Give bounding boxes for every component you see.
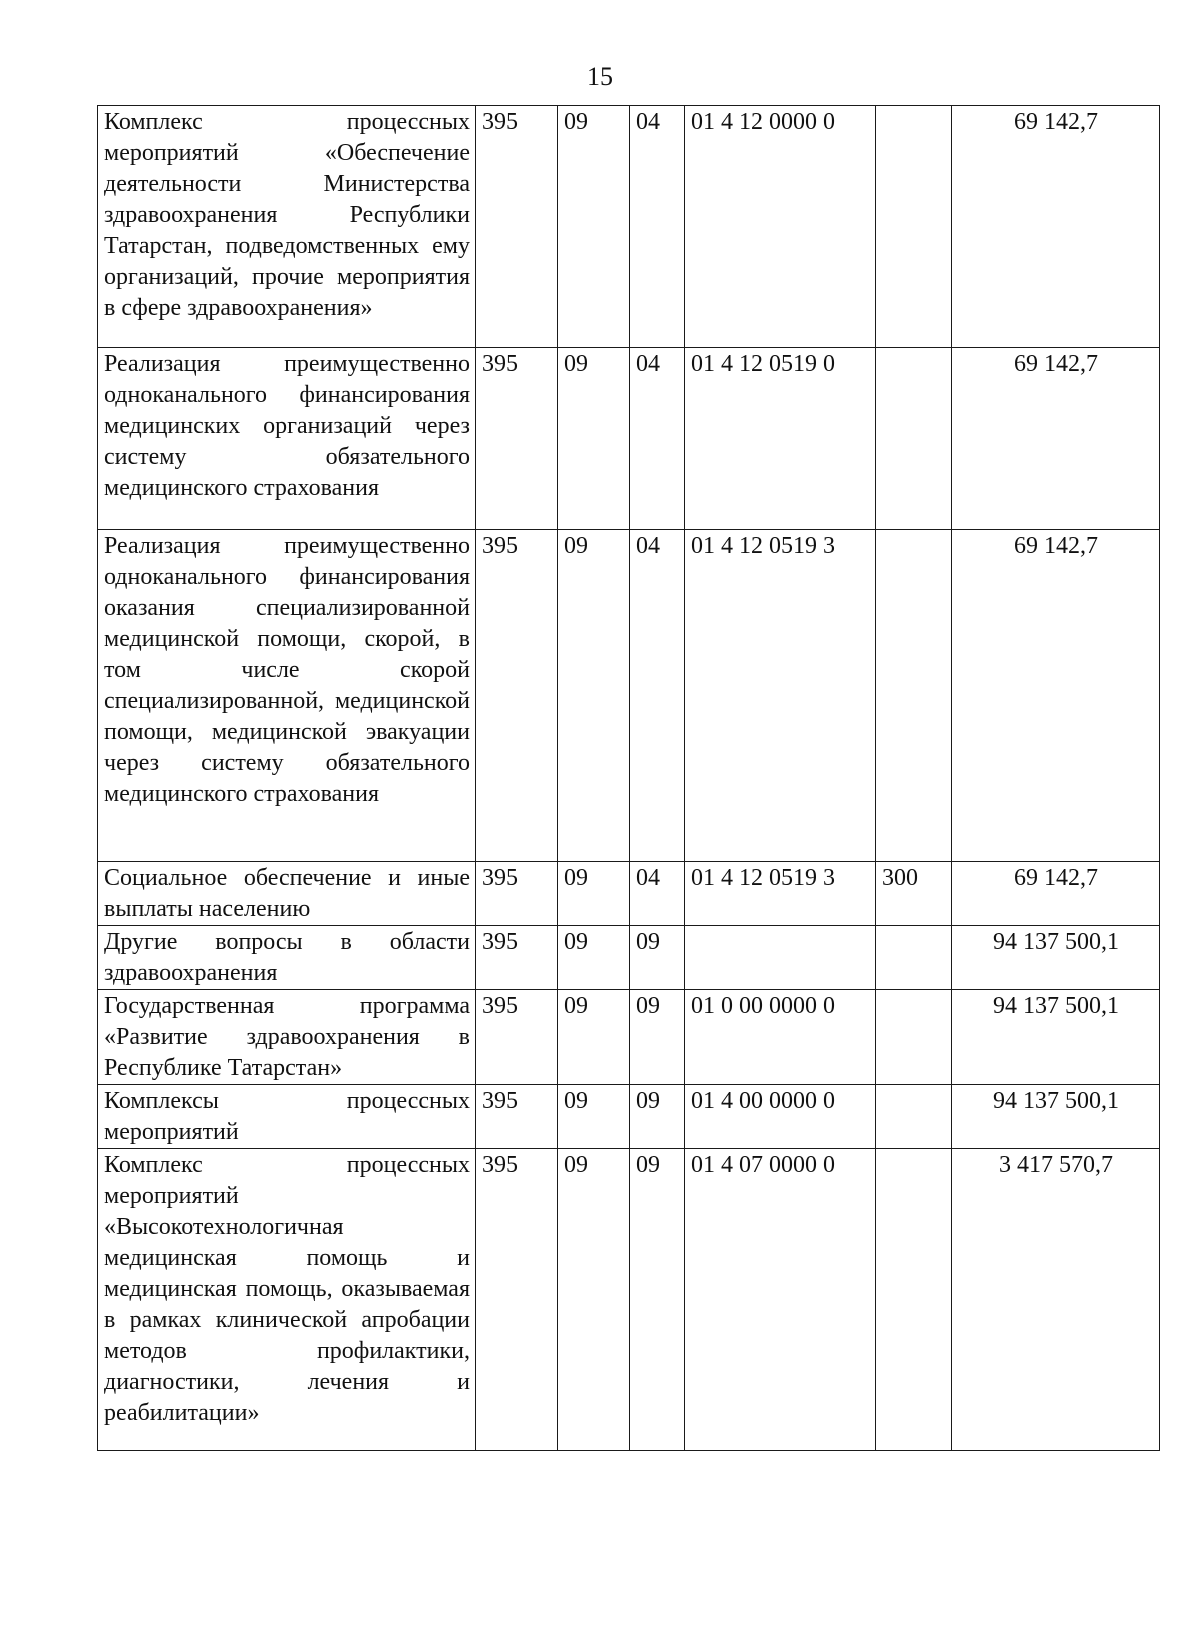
budget-table (97, 105, 1160, 1451)
table-row (98, 862, 1160, 926)
amount: 3 417 570,7 (952, 1149, 1160, 1451)
ministry-code: 395 (476, 106, 558, 348)
row-name: Комплекс процессных мероприятий «Высокотехнологичная медицинская помощь и медицинская помощь, оказываемая в рамках клинической апробации методов профилактики, диагностики, лечения и реабилитации» (98, 1149, 476, 1451)
ministry-code: 395 (476, 1149, 558, 1451)
ministry-code: 395 (476, 926, 558, 990)
target-article-code: 01 4 12 0519 3 (685, 862, 876, 926)
subsection-code: 09 (630, 1149, 685, 1451)
section-code: 09 (558, 530, 630, 862)
amount: 69 142,7 (952, 106, 1160, 348)
table-row (98, 1085, 1160, 1149)
row-name: Комплекс процессных мероприятий «Обеспечение деятельности Министерства здравоохранения Республики Татарстан, подведомственных ему организаций, прочие мероприятия в сфере здравоохранения» (98, 106, 476, 348)
amount: 69 142,7 (952, 862, 1160, 926)
ministry-code: 395 (476, 1085, 558, 1149)
subsection-code: 04 (630, 348, 685, 530)
expense-type-code (876, 530, 952, 862)
subsection-code: 09 (630, 926, 685, 990)
row-name: Социальное обеспечение и иные выплаты населению (98, 862, 476, 926)
target-article-code: 01 4 00 0000 0 (685, 1085, 876, 1149)
target-article-code (685, 926, 876, 990)
expense-type-code (876, 1085, 952, 1149)
row-name: Государственная программа «Развитие здравоохранения в Республике Татарстан» (98, 990, 476, 1085)
amount: 94 137 500,1 (952, 1085, 1160, 1149)
row-name: Другие вопросы в области здравоохранения (98, 926, 476, 990)
table-row (98, 926, 1160, 990)
target-article-code: 01 4 07 0000 0 (685, 1149, 876, 1451)
subsection-code: 04 (630, 106, 685, 348)
table-row (98, 348, 1160, 530)
ministry-code: 395 (476, 862, 558, 926)
amount: 94 137 500,1 (952, 926, 1160, 990)
expense-type-code: 300 (876, 862, 952, 926)
table-row (98, 990, 1160, 1085)
subsection-code: 09 (630, 990, 685, 1085)
budget-table-body (98, 106, 1160, 1451)
subsection-code: 04 (630, 530, 685, 862)
target-article-code: 01 4 12 0519 0 (685, 348, 876, 530)
expense-type-code (876, 926, 952, 990)
expense-type-code (876, 1149, 952, 1451)
section-code: 09 (558, 862, 630, 926)
target-article-code: 01 0 00 0000 0 (685, 990, 876, 1085)
subsection-code: 04 (630, 862, 685, 926)
amount: 94 137 500,1 (952, 990, 1160, 1085)
target-article-code: 01 4 12 0519 3 (685, 530, 876, 862)
ministry-code: 395 (476, 348, 558, 530)
section-code: 09 (558, 1149, 630, 1451)
row-name: Комплексы процессных мероприятий (98, 1085, 476, 1149)
amount: 69 142,7 (952, 530, 1160, 862)
subsection-code: 09 (630, 1085, 685, 1149)
expense-type-code (876, 348, 952, 530)
row-name: Реализация преимущественно одноканального финансирования оказания специализированной медицинской помощи, скорой, в том числе скорой специализированной, медицинской помощи, медицинской эвакуации через систему обязательного медицинского страхования (98, 530, 476, 862)
row-name: Реализация преимущественно одноканального финансирования медицинских организаций через систему обязательного медицинского страхования (98, 348, 476, 530)
table-row (98, 106, 1160, 348)
section-code: 09 (558, 106, 630, 348)
ministry-code: 395 (476, 530, 558, 862)
expense-type-code (876, 106, 952, 348)
ministry-code: 395 (476, 990, 558, 1085)
amount: 69 142,7 (952, 348, 1160, 530)
table-row (98, 530, 1160, 862)
page-number: 15 (587, 62, 613, 91)
table-row (98, 1149, 1160, 1451)
section-code: 09 (558, 990, 630, 1085)
section-code: 09 (558, 348, 630, 530)
section-code: 09 (558, 926, 630, 990)
section-code: 09 (558, 1085, 630, 1149)
expense-type-code (876, 990, 952, 1085)
target-article-code: 01 4 12 0000 0 (685, 106, 876, 348)
